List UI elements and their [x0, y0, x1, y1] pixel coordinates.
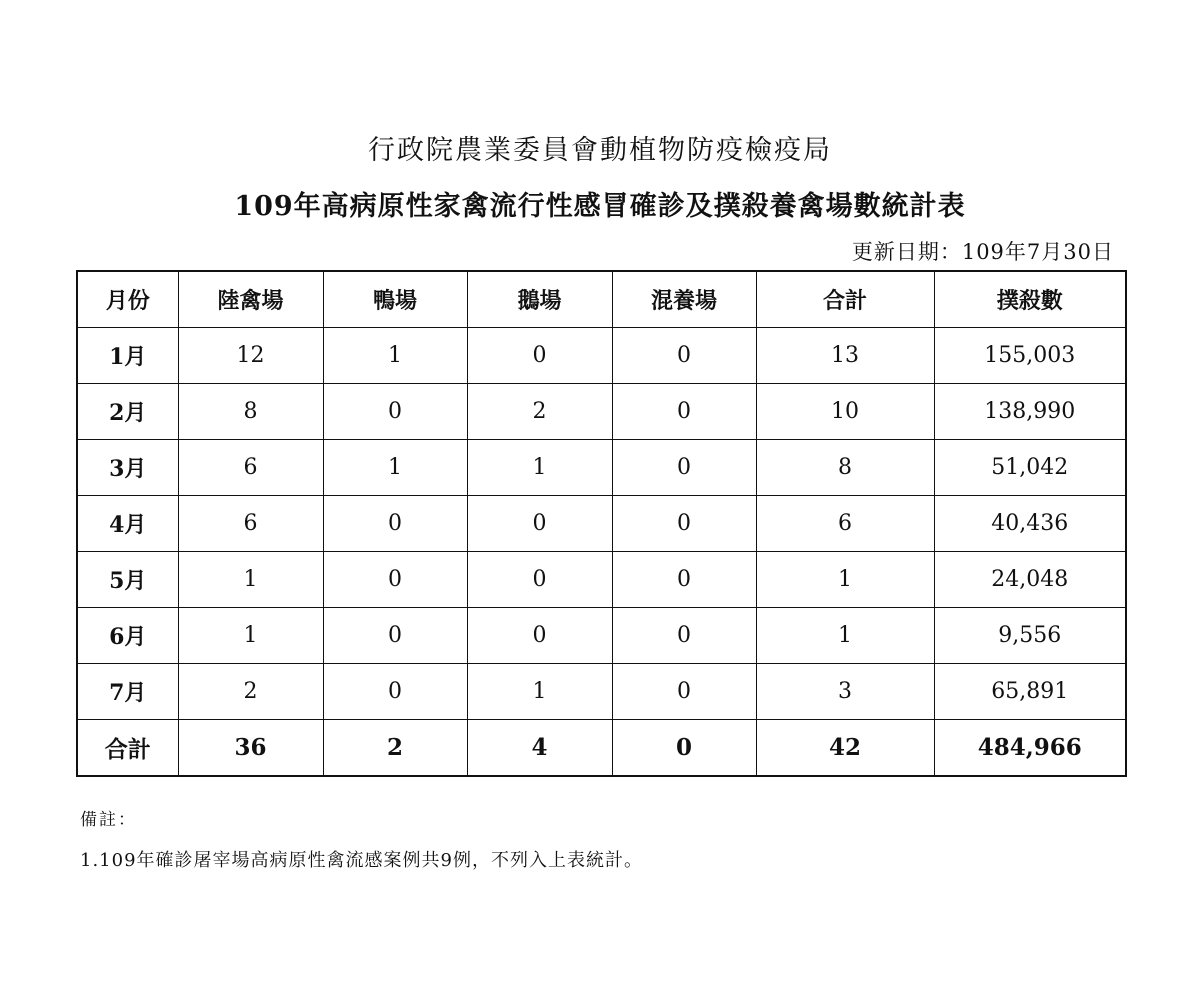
table-row — [77, 552, 1126, 608]
table-cell: 8 — [178, 384, 323, 440]
table-cell: 0 — [323, 384, 467, 440]
table-cell: 0 — [612, 328, 756, 384]
table-cell: 0 — [612, 608, 756, 664]
table-header-row — [77, 271, 1126, 328]
table-cell: 0 — [467, 552, 612, 608]
total-cell: 2 — [323, 720, 467, 777]
page-title: 109年高病原性家禽流行性感冒確診及撲殺養禽場數統計表 — [234, 191, 966, 222]
table-cell: 0 — [323, 552, 467, 608]
table-row — [77, 384, 1126, 440]
total-cell: 0 — [612, 720, 756, 777]
column-header: 鵝場 — [467, 271, 612, 328]
table-cell: 1 — [323, 328, 467, 384]
table-cell: 9,556 — [934, 608, 1126, 664]
statistics-table — [76, 270, 1127, 777]
total-row — [77, 720, 1126, 777]
table-cell: 1 — [178, 608, 323, 664]
column-header: 合計 — [756, 271, 934, 328]
table-cell: 2 — [178, 664, 323, 720]
table-cell: 1 — [756, 552, 934, 608]
table-cell: 12 — [178, 328, 323, 384]
organization-name: 行政院農業委員會動植物防疫檢疫局 — [368, 135, 832, 166]
table-cell: 6 — [178, 440, 323, 496]
update-date: 更新日期：109年7月30日 — [851, 240, 1114, 264]
table-cell: 1 — [467, 440, 612, 496]
month-cell: 6月 — [77, 608, 178, 664]
month-cell: 2月 — [77, 384, 178, 440]
table-cell: 0 — [467, 496, 612, 552]
table-cell: 6 — [756, 496, 934, 552]
table-cell: 0 — [323, 608, 467, 664]
month-cell: 1月 — [77, 328, 178, 384]
table-row — [77, 608, 1126, 664]
table-cell: 0 — [612, 664, 756, 720]
table-row — [77, 440, 1126, 496]
month-cell: 7月 — [77, 664, 178, 720]
table-cell: 1 — [178, 552, 323, 608]
total-cell: 4 — [467, 720, 612, 777]
table-cell: 8 — [756, 440, 934, 496]
column-header: 混養場 — [612, 271, 756, 328]
table-cell: 2 — [467, 384, 612, 440]
table-cell: 40,436 — [934, 496, 1126, 552]
table-cell: 0 — [612, 384, 756, 440]
table-cell: 6 — [178, 496, 323, 552]
table-cell: 13 — [756, 328, 934, 384]
table-cell: 3 — [756, 664, 934, 720]
note-item: 1.109年確診屠宰場高病原性禽流感案例共9例，不列入上表統計。 — [80, 850, 643, 871]
table-row — [77, 328, 1126, 384]
table-row — [77, 664, 1126, 720]
table-cell: 0 — [467, 608, 612, 664]
notes-title: 備註： — [80, 810, 137, 830]
column-header: 陸禽場 — [178, 271, 323, 328]
total-cell: 36 — [178, 720, 323, 777]
table-cell: 0 — [467, 328, 612, 384]
column-header: 鴨場 — [323, 271, 467, 328]
table-cell: 65,891 — [934, 664, 1126, 720]
total-cell: 42 — [756, 720, 934, 777]
table-cell: 0 — [612, 552, 756, 608]
total-label-cell: 合計 — [77, 720, 178, 777]
table-cell: 1 — [756, 608, 934, 664]
table-cell: 0 — [612, 496, 756, 552]
table-row — [77, 496, 1126, 552]
table-cell: 155,003 — [934, 328, 1126, 384]
table-cell: 0 — [612, 440, 756, 496]
table-cell: 0 — [323, 496, 467, 552]
table-cell: 24,048 — [934, 552, 1126, 608]
column-header: 撲殺數 — [934, 271, 1126, 328]
total-cell: 484,966 — [934, 720, 1126, 777]
month-cell: 5月 — [77, 552, 178, 608]
table-cell: 51,042 — [934, 440, 1126, 496]
month-cell: 3月 — [77, 440, 178, 496]
table-cell: 0 — [323, 664, 467, 720]
column-header: 月份 — [77, 271, 178, 328]
table-cell: 1 — [323, 440, 467, 496]
table-cell: 10 — [756, 384, 934, 440]
table-cell: 138,990 — [934, 384, 1126, 440]
month-cell: 4月 — [77, 496, 178, 552]
table-cell: 1 — [467, 664, 612, 720]
